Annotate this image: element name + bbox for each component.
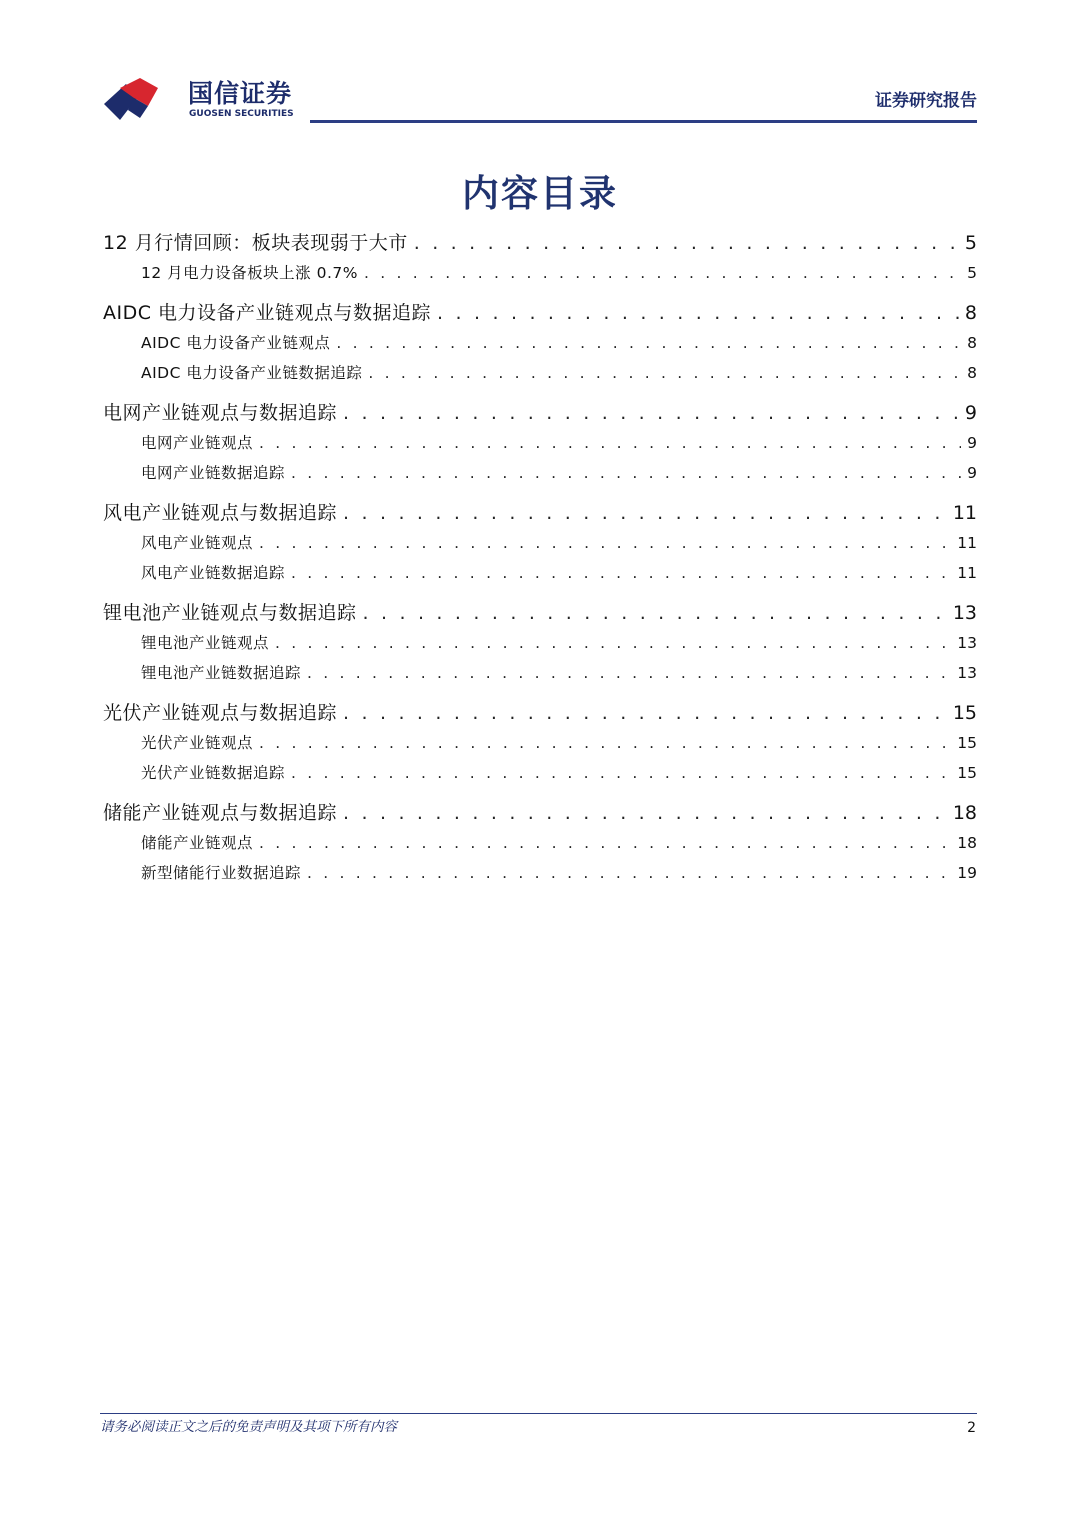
toc-subsection-entry[interactable] <box>103 728 977 758</box>
table-of-contents <box>103 228 977 888</box>
toc-entry-page: 5 <box>967 264 977 282</box>
toc-dot-leader <box>259 528 951 558</box>
toc-entry-page: 13 <box>957 634 977 652</box>
toc-entry-title: 风电产业链观点与数据追踪 <box>103 502 338 524</box>
toc-entry-title: AIDC 电力设备产业链数据追踪 <box>141 364 363 382</box>
toc-entry-page: 11 <box>957 564 977 582</box>
toc-section-entry[interactable] <box>103 398 977 428</box>
toc-entry-title: 储能产业链观点 <box>141 834 254 852</box>
brand-name-en: GUOSEN SECURITIES <box>189 109 294 119</box>
toc-entry-title: 光伏产业链观点 <box>141 734 254 752</box>
toc-entry-page: 11 <box>952 502 977 524</box>
toc-dot-leader <box>259 428 961 458</box>
footer-divider <box>100 1413 977 1414</box>
toc-subsection-entry[interactable] <box>103 628 977 658</box>
toc-dot-leader <box>291 458 961 488</box>
toc-entry-page: 5 <box>964 232 977 254</box>
toc-subsection-entry[interactable] <box>103 828 977 858</box>
toc-entry-title: 电网产业链观点 <box>141 434 254 452</box>
footer-disclaimer: 请务必阅读正文之后的免责声明及其项下所有内容 <box>100 1419 397 1435</box>
toc-entry-title: 12 月行情回顾：板块表现弱于大市 <box>103 232 408 254</box>
toc-entry-page: 19 <box>957 864 977 882</box>
toc-subsection-entry[interactable] <box>103 458 977 488</box>
toc-section-entry[interactable] <box>103 228 977 258</box>
toc-dot-leader <box>307 858 951 888</box>
toc-entry-title: 锂电池产业链观点 <box>141 634 270 652</box>
toc-dot-leader <box>368 358 961 388</box>
brand-name-cn: 国信证券 <box>188 79 293 108</box>
toc-entry-title: 风电产业链观点 <box>141 534 254 552</box>
toc-subsection-entry[interactable] <box>103 528 977 558</box>
toc-entry-title: 电网产业链数据追踪 <box>141 464 286 482</box>
toc-entry-title: 锂电池产业链观点与数据追踪 <box>103 602 357 624</box>
toc-entry-page: 11 <box>957 534 977 552</box>
report-type-label: 证券研究报告 <box>875 91 977 111</box>
toc-dot-leader <box>275 628 951 658</box>
toc-entry-page: 13 <box>952 602 977 624</box>
toc-entry-title: 锂电池产业链数据追踪 <box>141 664 302 682</box>
toc-dot-leader <box>259 828 951 858</box>
toc-entry-title: AIDC 电力设备产业链观点 <box>141 334 331 352</box>
toc-dot-leader <box>364 258 961 288</box>
toc-section-entry[interactable] <box>103 598 977 628</box>
toc-subsection-entry[interactable] <box>103 358 977 388</box>
toc-section-entry[interactable] <box>103 298 977 328</box>
toc-dot-leader <box>437 298 959 328</box>
toc-entry-page: 15 <box>957 734 977 752</box>
guosen-logo-icon <box>104 76 158 124</box>
toc-subsection-entry[interactable] <box>103 658 977 688</box>
toc-entry-title: 储能产业链观点与数据追踪 <box>103 802 338 824</box>
toc-dot-leader <box>343 498 947 528</box>
toc-entry-page: 13 <box>957 664 977 682</box>
toc-section-entry[interactable] <box>103 798 977 828</box>
toc-entry-page: 9 <box>964 402 977 424</box>
toc-section-entry[interactable] <box>103 498 977 528</box>
toc-subsection-entry[interactable] <box>103 858 977 888</box>
toc-dot-leader <box>343 398 959 428</box>
toc-entry-page: 15 <box>957 764 977 782</box>
toc-entry-page: 9 <box>967 464 977 482</box>
toc-entry-page: 8 <box>964 302 977 324</box>
toc-dot-leader <box>343 798 947 828</box>
toc-entry-title: AIDC 电力设备产业链观点与数据追踪 <box>103 302 432 324</box>
toc-entry-page: 18 <box>952 802 977 824</box>
toc-entry-title: 风电产业链数据追踪 <box>141 564 286 582</box>
toc-entry-title: 光伏产业链观点与数据追踪 <box>103 702 338 724</box>
toc-entry-page: 9 <box>967 434 977 452</box>
toc-dot-leader <box>307 658 951 688</box>
toc-dot-leader <box>259 728 951 758</box>
toc-dot-leader <box>363 598 947 628</box>
toc-dot-leader <box>336 328 961 358</box>
toc-entry-page: 8 <box>967 334 977 352</box>
page-number: 2 <box>967 1420 976 1436</box>
toc-entry-page: 18 <box>957 834 977 852</box>
toc-entry-page: 15 <box>952 702 977 724</box>
toc-subsection-entry[interactable] <box>103 758 977 788</box>
toc-entry-title: 12 月电力设备板块上涨 0.7% <box>141 264 358 282</box>
page-header <box>0 0 1080 130</box>
toc-section-entry[interactable] <box>103 698 977 728</box>
toc-subsection-entry[interactable] <box>103 428 977 458</box>
toc-dot-leader <box>343 698 947 728</box>
toc-entry-title: 光伏产业链数据追踪 <box>141 764 286 782</box>
toc-entry-title: 电网产业链观点与数据追踪 <box>103 402 338 424</box>
toc-dot-leader <box>291 558 951 588</box>
header-divider <box>310 120 977 123</box>
toc-entry-page: 8 <box>967 364 977 382</box>
toc-dot-leader <box>291 758 951 788</box>
toc-subsection-entry[interactable] <box>103 258 977 288</box>
toc-dot-leader <box>414 228 959 258</box>
toc-entry-title: 新型储能行业数据追踪 <box>141 864 302 882</box>
toc-subsection-entry[interactable] <box>103 328 977 358</box>
toc-subsection-entry[interactable] <box>103 558 977 588</box>
toc-title: 内容目录 <box>462 172 618 215</box>
